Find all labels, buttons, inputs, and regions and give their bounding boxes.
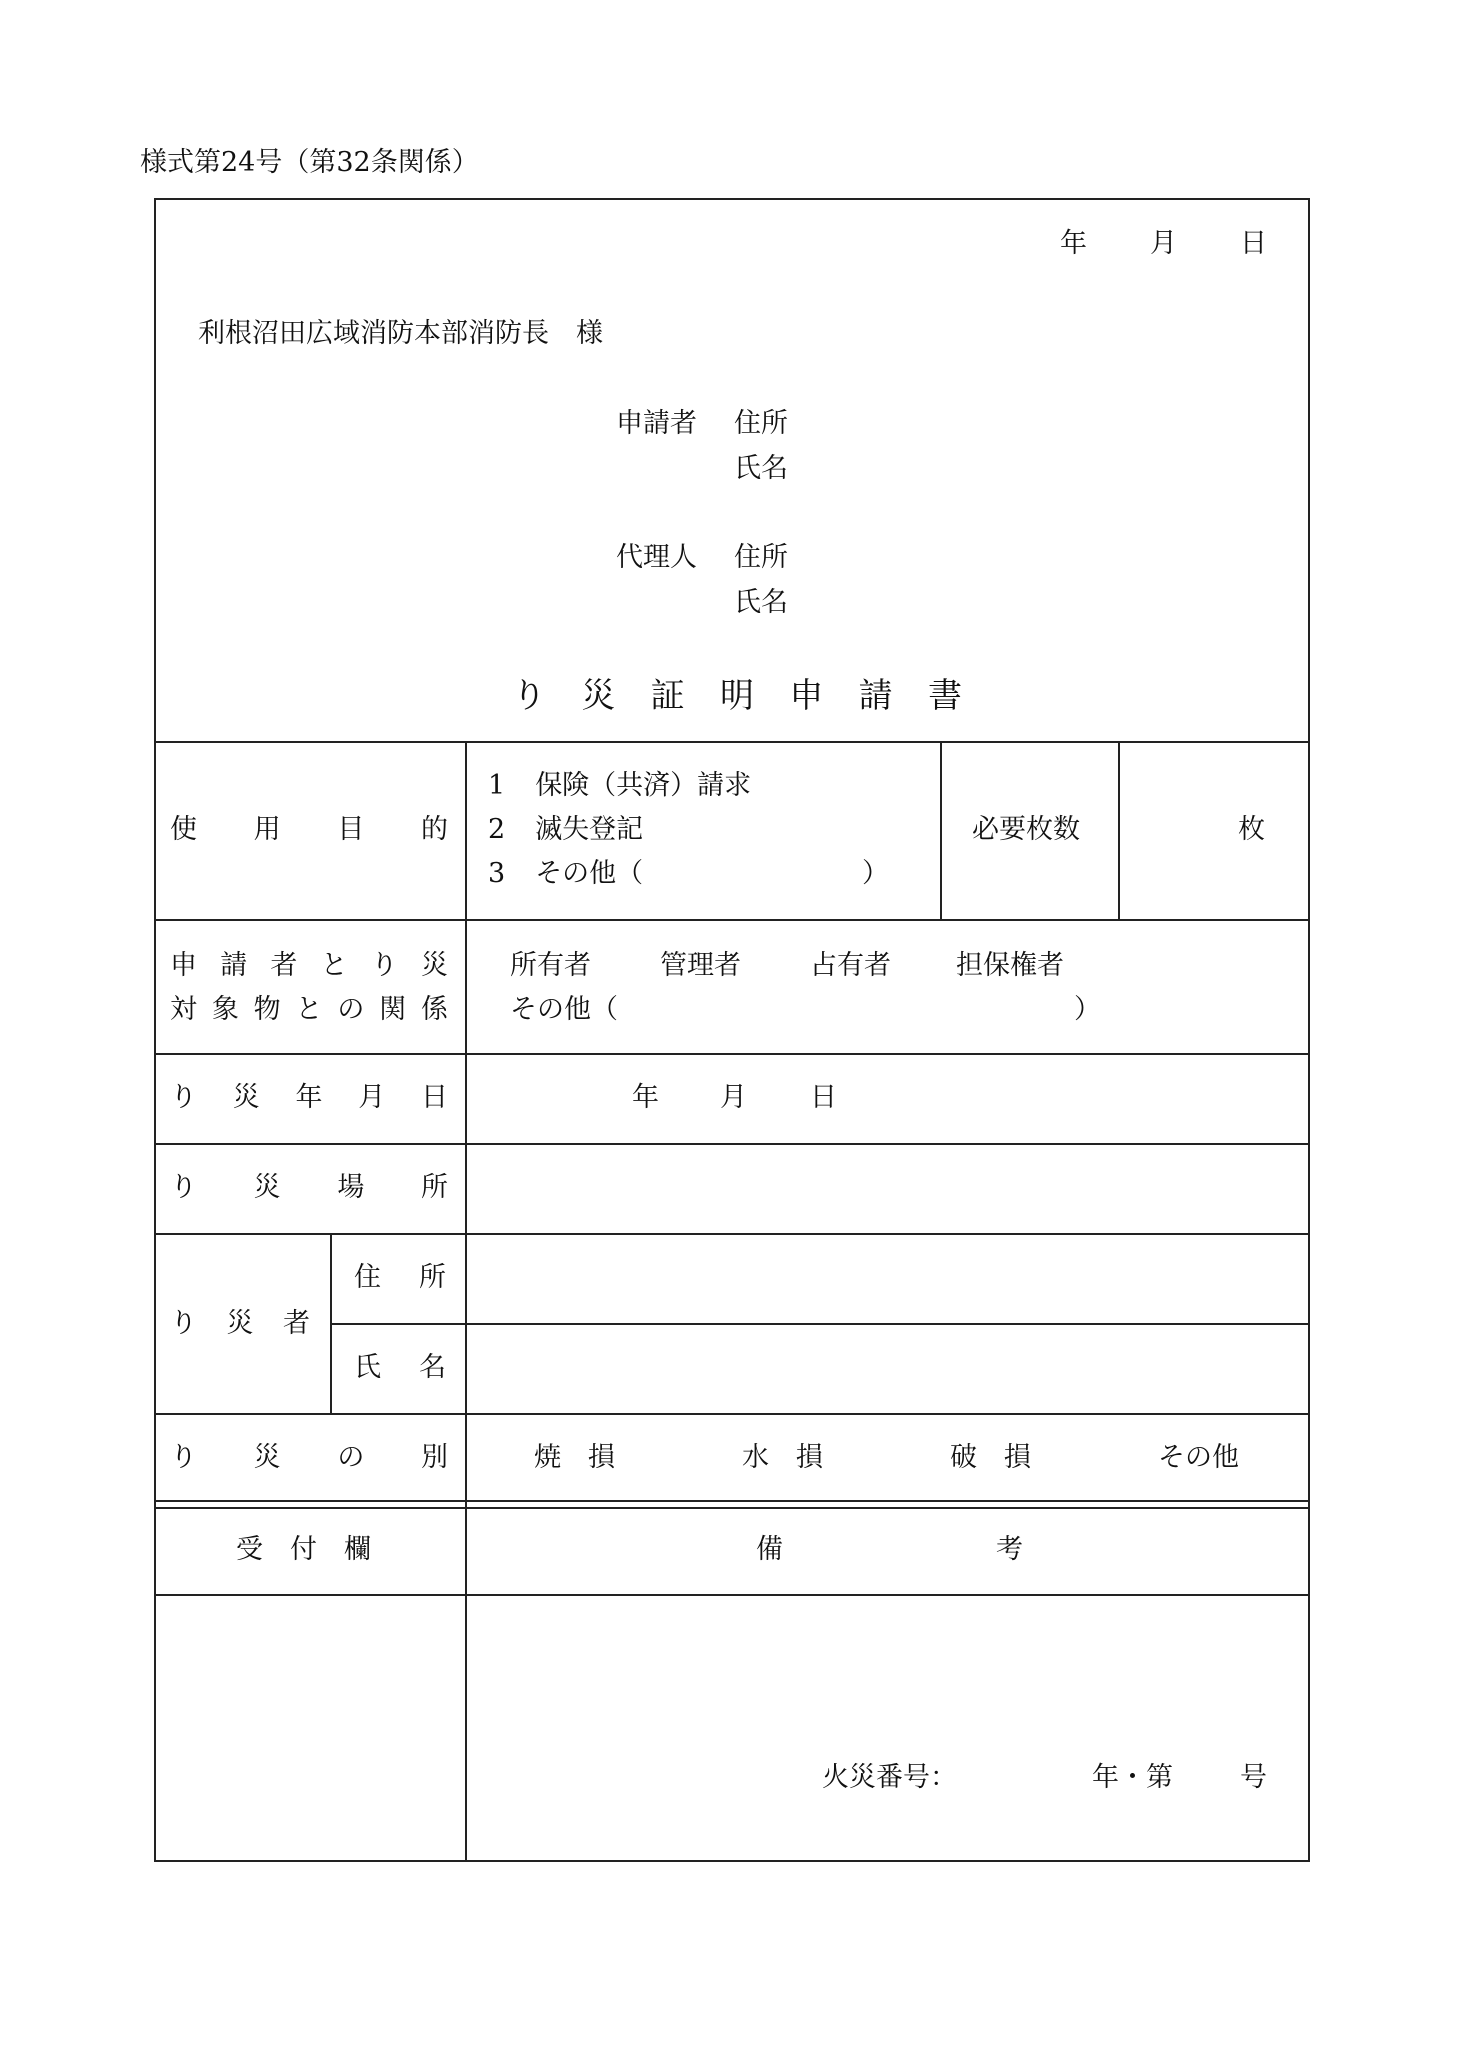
agent-address-label: 住所	[734, 542, 788, 573]
relation-option-occupant: 占有者	[810, 950, 891, 981]
fire-number-year-no: 年・第	[1092, 1762, 1173, 1793]
divider	[154, 1507, 1310, 1509]
applicant-address-label: 住所	[734, 408, 788, 439]
damage-burn: 焼 損	[534, 1442, 615, 1473]
header-year: 年	[1060, 228, 1087, 259]
relation-option-other: その他（	[510, 994, 618, 1025]
divider	[154, 1413, 1310, 1415]
relation-option-mortgagee: 担保権者	[956, 950, 1064, 981]
applicant-name-label: 氏名	[734, 453, 788, 484]
relation-option-owner: 所有者	[510, 950, 591, 981]
divider	[154, 919, 1310, 921]
divider	[154, 1594, 1310, 1596]
form-title: り 災 証 明 申 請 書	[512, 676, 962, 716]
form-number: 様式第24号（第32条関係）	[140, 147, 479, 178]
damage-water: 水 損	[742, 1442, 823, 1473]
damage-type-label: り 災 の 別	[170, 1442, 448, 1473]
victim-address-label: 住 所	[354, 1262, 446, 1293]
divider	[465, 741, 467, 1862]
divider	[154, 1053, 1310, 1055]
agent-label: 代理人	[616, 542, 697, 573]
remarks-label-2: 考	[996, 1534, 1023, 1565]
header-month: 月	[1150, 228, 1177, 259]
header-day: 日	[1240, 228, 1267, 259]
divider	[154, 1233, 1310, 1235]
copies-label: 必要枚数	[972, 814, 1080, 845]
disaster-year: 年	[632, 1082, 659, 1113]
applicant-label: 申請者	[616, 408, 697, 439]
victim-label: り 災 者	[170, 1308, 310, 1339]
purpose-option-1: 1 保険（共済）請求	[488, 770, 752, 801]
damage-other: その他	[1158, 1442, 1239, 1473]
relation-label-line2: 対 象 物 と の 関 係	[170, 994, 448, 1025]
relation-option-manager: 管理者	[660, 950, 741, 981]
disaster-date-label: り 災 年 月 日	[170, 1082, 448, 1113]
disaster-day: 日	[810, 1082, 837, 1113]
divider	[154, 741, 1310, 743]
relation-option-other-close: ）	[1074, 994, 1101, 1025]
purpose-option-3: 3 その他（	[488, 858, 644, 889]
divider	[1118, 741, 1120, 919]
divider	[154, 1143, 1310, 1145]
purpose-option-3-close: ）	[862, 858, 889, 889]
reception-label: 受 付 欄	[236, 1534, 371, 1565]
divider	[330, 1323, 1310, 1325]
disaster-month: 月	[720, 1082, 747, 1113]
agent-name-label: 氏名	[734, 587, 788, 618]
copies-unit: 枚	[1238, 814, 1265, 845]
relation-label-line1: 申 請 者 と り 災	[170, 950, 448, 981]
divider	[330, 1233, 332, 1413]
victim-name-label: 氏 名	[354, 1352, 446, 1383]
disaster-place-label: り 災 場 所	[170, 1172, 448, 1203]
form-frame	[154, 198, 1310, 1862]
remarks-label-1: 備	[756, 1534, 783, 1565]
fire-number-label: 火災番号：	[822, 1762, 957, 1793]
divider	[154, 1500, 1310, 1502]
purpose-option-2: 2 滅失登記	[488, 814, 644, 845]
fire-number-go: 号	[1240, 1762, 1267, 1793]
damage-broken: 破 損	[950, 1442, 1031, 1473]
addressee: 利根沼田広域消防本部消防長 様	[198, 318, 603, 349]
purpose-label: 使 用 目 的	[170, 814, 448, 845]
divider	[940, 741, 942, 919]
